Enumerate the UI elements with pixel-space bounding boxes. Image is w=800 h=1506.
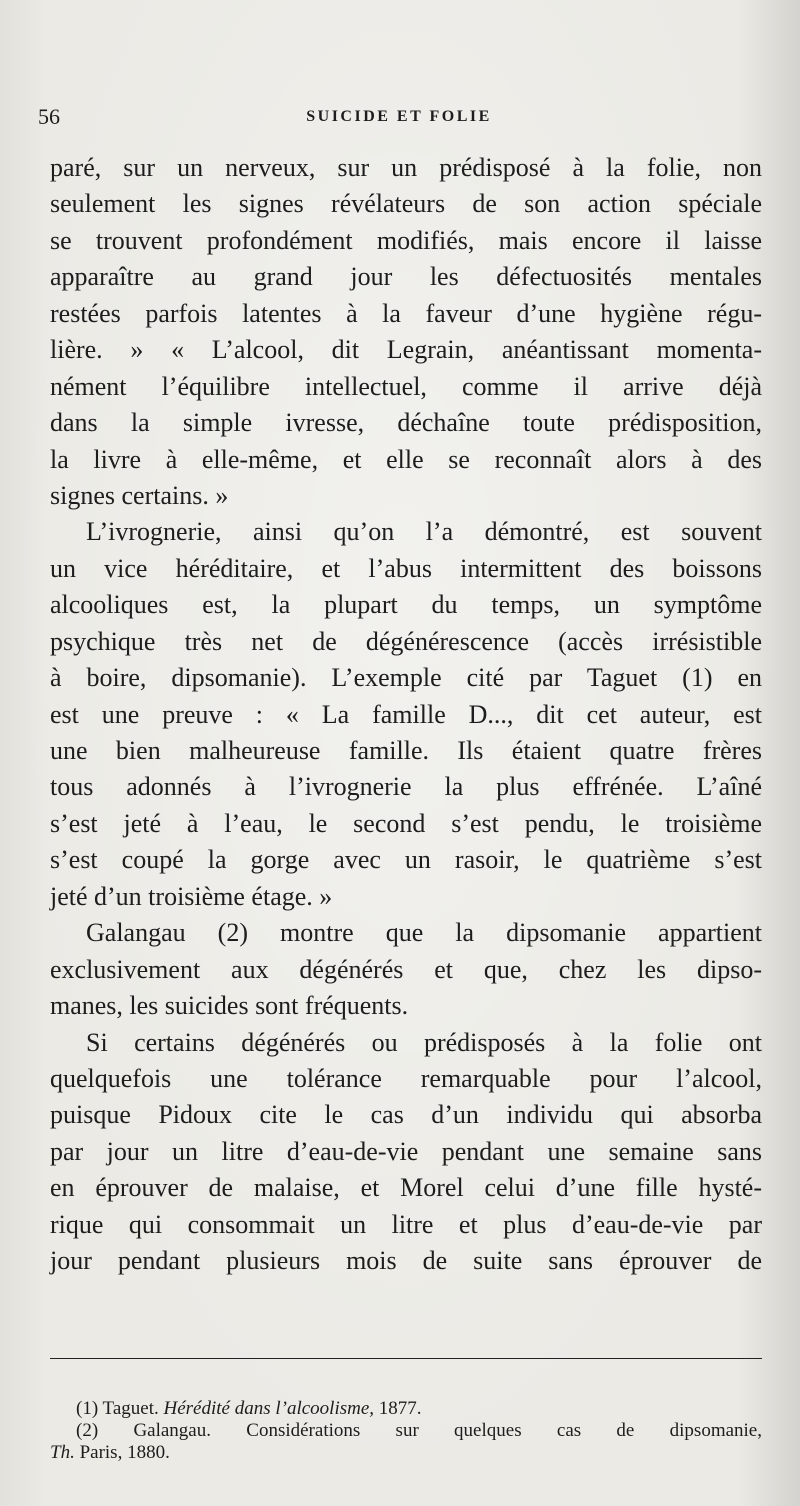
text-line: se trouvent profondément modifiés, mais encore il laisse — [50, 225, 762, 255]
text-line: à boire, dipsomanie). L’exemple cité par Taguet (1) en — [50, 663, 762, 693]
text-line: exclusivement aux dégénérés et que, chez les dipso- — [50, 954, 762, 984]
text-line: seulement les signes révélateurs de son action spéciale — [50, 189, 762, 219]
text-line: alcooliques est, la plupart du temps, un symptôme — [50, 590, 762, 620]
footnote-2-line-2 — [50, 1442, 762, 1464]
text-line: jour pendant plusieurs mois de suite sans éprouver de — [50, 1246, 762, 1276]
text-line: une bien malheureuse famille. Ils étaient quatre frères — [50, 736, 762, 765]
text-line: en éprouver de malaise, et Morel celui d’une fille hysté- — [50, 1173, 762, 1203]
text-line: tous adonnés à l’ivrognerie la plus effrénée. L’aîné — [50, 772, 762, 802]
running-title: SUICIDE ET FOLIE — [306, 108, 492, 125]
text-line: Galangau (2) montre que la dipsomanie appartient — [86, 918, 762, 948]
footnote-1-author: (1) Taguet. — [76, 1398, 159, 1419]
text-line: apparaître au grand jour les défectuosités mentales — [50, 262, 762, 292]
text-line: s’est jeté à l’eau, le second s’est pendu, le troisième — [50, 808, 762, 838]
text-line: est une preuve : « La famille D..., dit cet auteur, est — [50, 699, 762, 729]
text-line: lière. » « L’alcool, dit Legrain, anéantissant momenta- — [50, 335, 762, 365]
text-line: restées parfois latentes à la faveur d’une hygiène régu- — [50, 298, 762, 328]
text-line: Si certains dégénérés ou prédisposés à la folie ont — [86, 1027, 762, 1057]
footnote-divider — [50, 1358, 762, 1359]
text-line: un vice héréditaire, et l’abus intermittent des boissons — [50, 553, 762, 583]
footnote-2-abbr: Th. — [50, 1442, 75, 1463]
text-line: dans la simple ivresse, déchaîne toute prédisposition, — [50, 408, 762, 438]
footnote-1-title: Hérédité dans l’alcoolisme, — [163, 1398, 375, 1419]
footnote-2-line-1: (2) Galangau. Considérations sur quelques cas de dipsomanie, — [76, 1420, 762, 1441]
footnote-2-place: Paris, 1880. — [79, 1442, 170, 1463]
text-line: L’ivrognerie, ainsi qu’on l’a démontré, est souvent — [86, 517, 762, 547]
text-line: nément l’équilibre intellectuel, comme il arrive déjà — [50, 371, 762, 401]
body-text — [50, 150, 762, 1280]
footnote-1-year: 1877. — [378, 1398, 422, 1419]
text-line: par jour un litre d’eau-de-vie pendant une semaine sans — [50, 1136, 762, 1166]
text-line: quelquefois une tolérance remarquable pour l’alcool, — [50, 1063, 762, 1093]
text-line: rique qui consommait un litre et plus d’eau-de-vie par — [50, 1209, 762, 1239]
text-line: jeté d’un troisième étage. » — [50, 881, 333, 911]
text-line: manes, les suicides sont fréquents. — [50, 991, 409, 1021]
text-line: psychique très net de dégénérescence (accès irrésistible — [50, 626, 762, 656]
text-line: paré, sur un nerveux, sur un prédisposé à la folie, non — [50, 153, 762, 182]
footnote-1 — [50, 1398, 762, 1420]
footnotes — [50, 1398, 762, 1464]
page-header — [38, 104, 760, 134]
page-number: 56 — [38, 104, 60, 129]
text-line: puisque Pidoux cite le cas d’un individu qui absorba — [50, 1100, 762, 1130]
text-line: la livre à elle-même, et elle se reconnaît alors à des — [50, 444, 762, 474]
text-line: s’est coupé la gorge avec un rasoir, le quatrième s’est — [50, 845, 762, 875]
text-line: signes certains. » — [50, 480, 229, 510]
